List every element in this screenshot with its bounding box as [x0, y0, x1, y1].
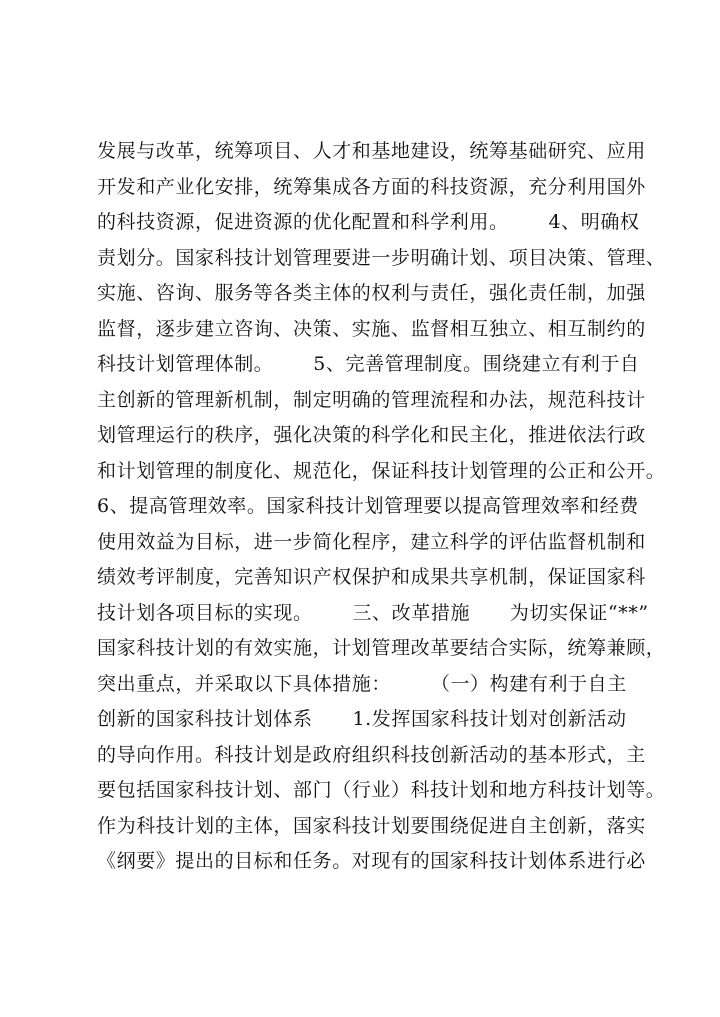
text-line: 突出重点，并采取以下具体措施： （一）构建有利于自主 — [97, 672, 627, 695]
text-line: 和计划管理的制度化、规范化，保证科技计划管理的公正和公开。 — [97, 459, 666, 482]
text-line: 作为科技计划的主体，国家科技计划要围绕促进自主创新，落实 — [97, 814, 646, 837]
text-line: 使用效益为目标，进一步简化程序，建立科学的评估监督机制和 — [97, 530, 646, 553]
text-line: 《纲要》提出的目标和任务。对现有的国家科技计划体系进行必 — [97, 850, 646, 872]
text-line: 实施、咨询、服务等各类主体的权利与责任，强化责任制，加强 — [97, 282, 646, 304]
text-line: 要包括国家科技计划、部门（行业）科技计划和地方科技计划等。 — [97, 779, 666, 801]
text-line: 创新的国家科技计划体系 1.发挥国家科技计划对创新活动 — [97, 708, 627, 730]
text-line: 划管理运行的秩序，强化决策的科学化和民主化，推进依法行政 — [97, 424, 646, 446]
text-line: 主创新的管理新机制，制定明确的管理流程和办法，规范科技计 — [97, 388, 646, 411]
text-line: 科技计划管理体制。 5、完善管理制度。围绕建立有利于自 — [97, 353, 640, 375]
body-text — [97, 134, 666, 880]
text-line: 开发和产业化安排，统筹集成各方面的科技资源，充分利用国外 — [97, 175, 646, 198]
text-line: 责划分。国家科技计划管理要进一步明确计划、项目决策、管理、 — [97, 246, 666, 269]
text-line: 的科技资源，促进资源的优化配置和科学利用。 4、明确权 — [97, 211, 640, 233]
text-line: 监督，逐步建立咨询、决策、实施、监督相互独立、相互制约的 — [97, 317, 646, 340]
text-line: 6、提高管理效率。国家科技计划管理要以提高管理效率和经费 — [97, 495, 639, 517]
text-line: 发展与改革，统筹项目、人才和基地建设，统筹基础研究、应用 — [97, 140, 646, 162]
text-line: 国家科技计划的有效实施，计划管理改革要结合实际，统筹兼顾， — [97, 637, 666, 659]
text-line: 技计划各项目标的实现。 三、改革措施 为切实保证“**” — [97, 601, 649, 624]
text-line: 绩效考评制度，完善知识产权保护和成果共享机制，保证国家科 — [97, 566, 646, 588]
text-line: 的导向作用。科技计划是政府组织科技创新活动的基本形式，主 — [97, 743, 646, 766]
